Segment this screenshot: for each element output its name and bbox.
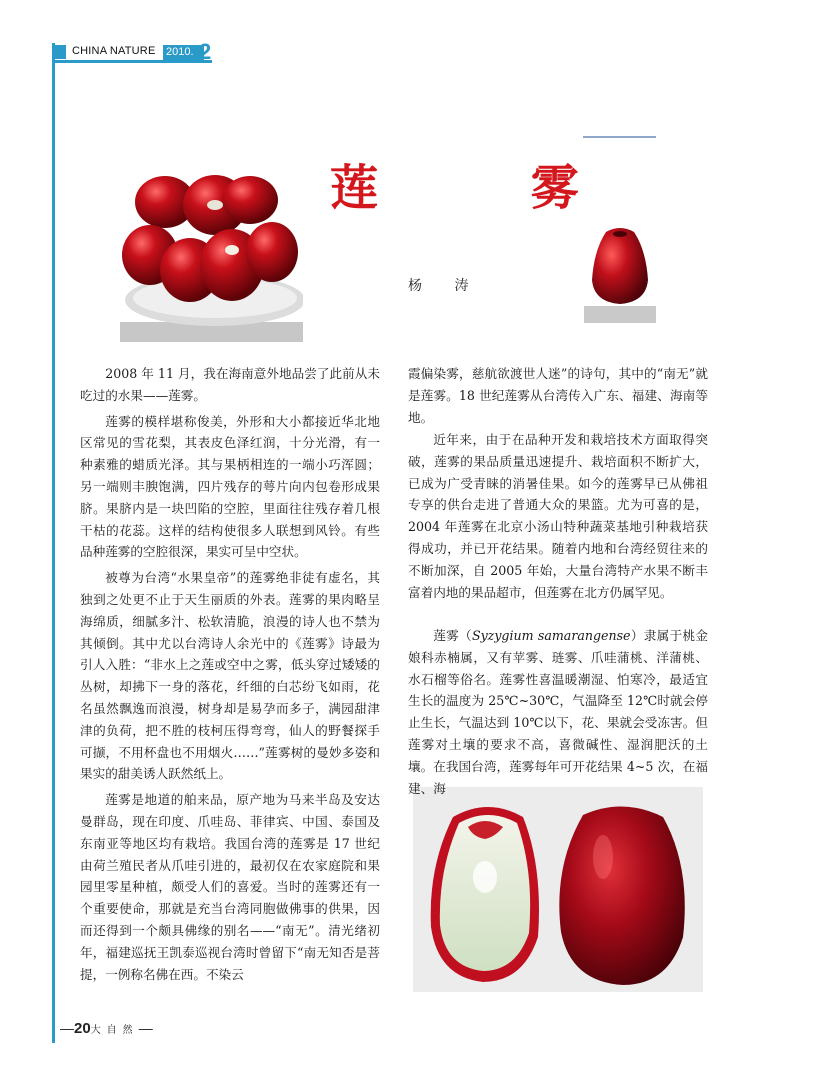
paragraph: 2008 年 11 月，我在海南意外地品尝了此前从未吃过的水果——莲雾。 (80, 366, 380, 403)
paragraph: 近年来，由于在品种开发和栽培技术方面取得突破，莲雾的果品质量迅速提升、栽培面积不断扩大，已成为广受青睐的消暑佳果。如今的莲雾早已从佛祖专享的供台走进了普通大众的果篮。尤为可喜的是，2004 年莲雾在北京小汤山特种蔬菜基地引种栽培获得成功，并已开花结果。随着内地和台湾经贸往来的不断加深，自 2005 年始，大量台湾特产水果不断丰富着内地的果品超市，但莲雾在北方仍属罕见。 (408, 432, 708, 600)
decorative-rule (583, 136, 656, 138)
page-number: 20 (74, 1020, 91, 1037)
header-accent-line (52, 43, 55, 1043)
magazine-name: CHINA NATURE (72, 45, 156, 57)
header-square (52, 45, 66, 59)
paragraph: 霞偏染雾，慈航欲渡世人迷”的诗句，其中的“南无”就是莲雾。18 世纪莲雾从台湾传入广东、福建、海南等地。 (408, 366, 708, 425)
wax-apple-bowl-photo (120, 160, 303, 342)
text-run: 莲雾（ (433, 628, 472, 643)
author-name: 杨 涛 (408, 278, 483, 294)
issue-year: 2010. (163, 45, 204, 60)
single-wax-apple-photo (584, 220, 656, 323)
wax-apple-cross-section-photo (413, 787, 703, 992)
header-underline (52, 60, 212, 63)
paragraph: 莲雾是地道的舶来品，原产地为马来半岛及安达曼群岛，现在印度、爪哇岛、菲律宾、中国、泰国及东南亚等地区均有栽培。我国台湾的莲雾是 17 世纪由荷兰殖民者从爪哇引进的，最初仅在农家庭院和果园里零星种植，颇受人们的喜爱。当时的莲雾还有一个重要使命，那就是充当台湾同胞做佛事的供果，因而还得到一个颇具佛缘的别名——“南无”。清光绪初年，福建巡抚王凯泰巡视台湾时曾留下“南无知否是菩提，一例称名佛在西。不染云 (80, 792, 380, 982)
issue-number: 2 (199, 39, 212, 64)
article-left-column (80, 363, 380, 985)
article-right-column-low (408, 625, 708, 799)
latin-name: Syzygium samarangense (471, 628, 631, 643)
footer-magazine-name: 大自然 (90, 1025, 139, 1036)
text-run: ）隶属于桃金娘科赤楠属，又有苹雾、琏雾、爪哇蒲桃、洋蒲桃、水石榴等俗名。莲雾性喜温暖潮湿、怕寒冷，最适宜生长的温度为 25℃~30℃，气温降至 12℃时就会停止生长，气温达到 10℃以下，花、果就会受冻害。但莲雾对土壤的要求不高，喜微碱性、湿润肥沃的土壤。在我国台湾，莲雾每年可开花结果 4~5 次，在福建、海 (408, 628, 708, 796)
paragraph (408, 625, 708, 799)
paragraph: 莲雾的模样堪称俊美，外形和大小都接近华北地区常见的雪花梨，其表皮色泽红润，十分光滑，有一种素雅的蜡质光泽。其与果柄相连的一端小巧浑圆；另一端则丰腴饱满，四片残存的萼片向内包卷形成果脐。果脐内是一块凹陷的空腔，里面往往残存着几根干枯的花蕊。这样的结构使很多人联想到风铃。有些品种莲雾的空腔很深，果实可呈中空状。 (80, 413, 380, 560)
article-title: 莲 雾 (330, 160, 647, 216)
paragraph: 被尊为台湾“水果皇帝”的莲雾绝非徒有虚名，其独到之处更不止于天生丽质的外表。莲雾的果肉略呈海绵质，细腻多汁、松软清脆，浪漫的诗人也不禁为其倾倒。其中尤以台湾诗人余光中的《莲雾》诗最为引人入胜：“非水上之莲或空中之雾，低头穿过矮矮的丛树，却拂下一身的落花，纤细的白芯纷飞如雨，花名虽然飘逸而浪漫，树身却是易孕而多子，满园甜津津的负荷，把不胜的枝柯压得弯弯，仙人的野餐探手可撷，不用杯盘也不用烟火……”莲雾树的曼妙多姿和果实的甜美诱人跃然纸上。 (80, 570, 380, 782)
page-footer: —20大自然— (60, 1020, 153, 1037)
article-right-column-top (408, 363, 708, 428)
article-right-column-mid (408, 429, 708, 603)
